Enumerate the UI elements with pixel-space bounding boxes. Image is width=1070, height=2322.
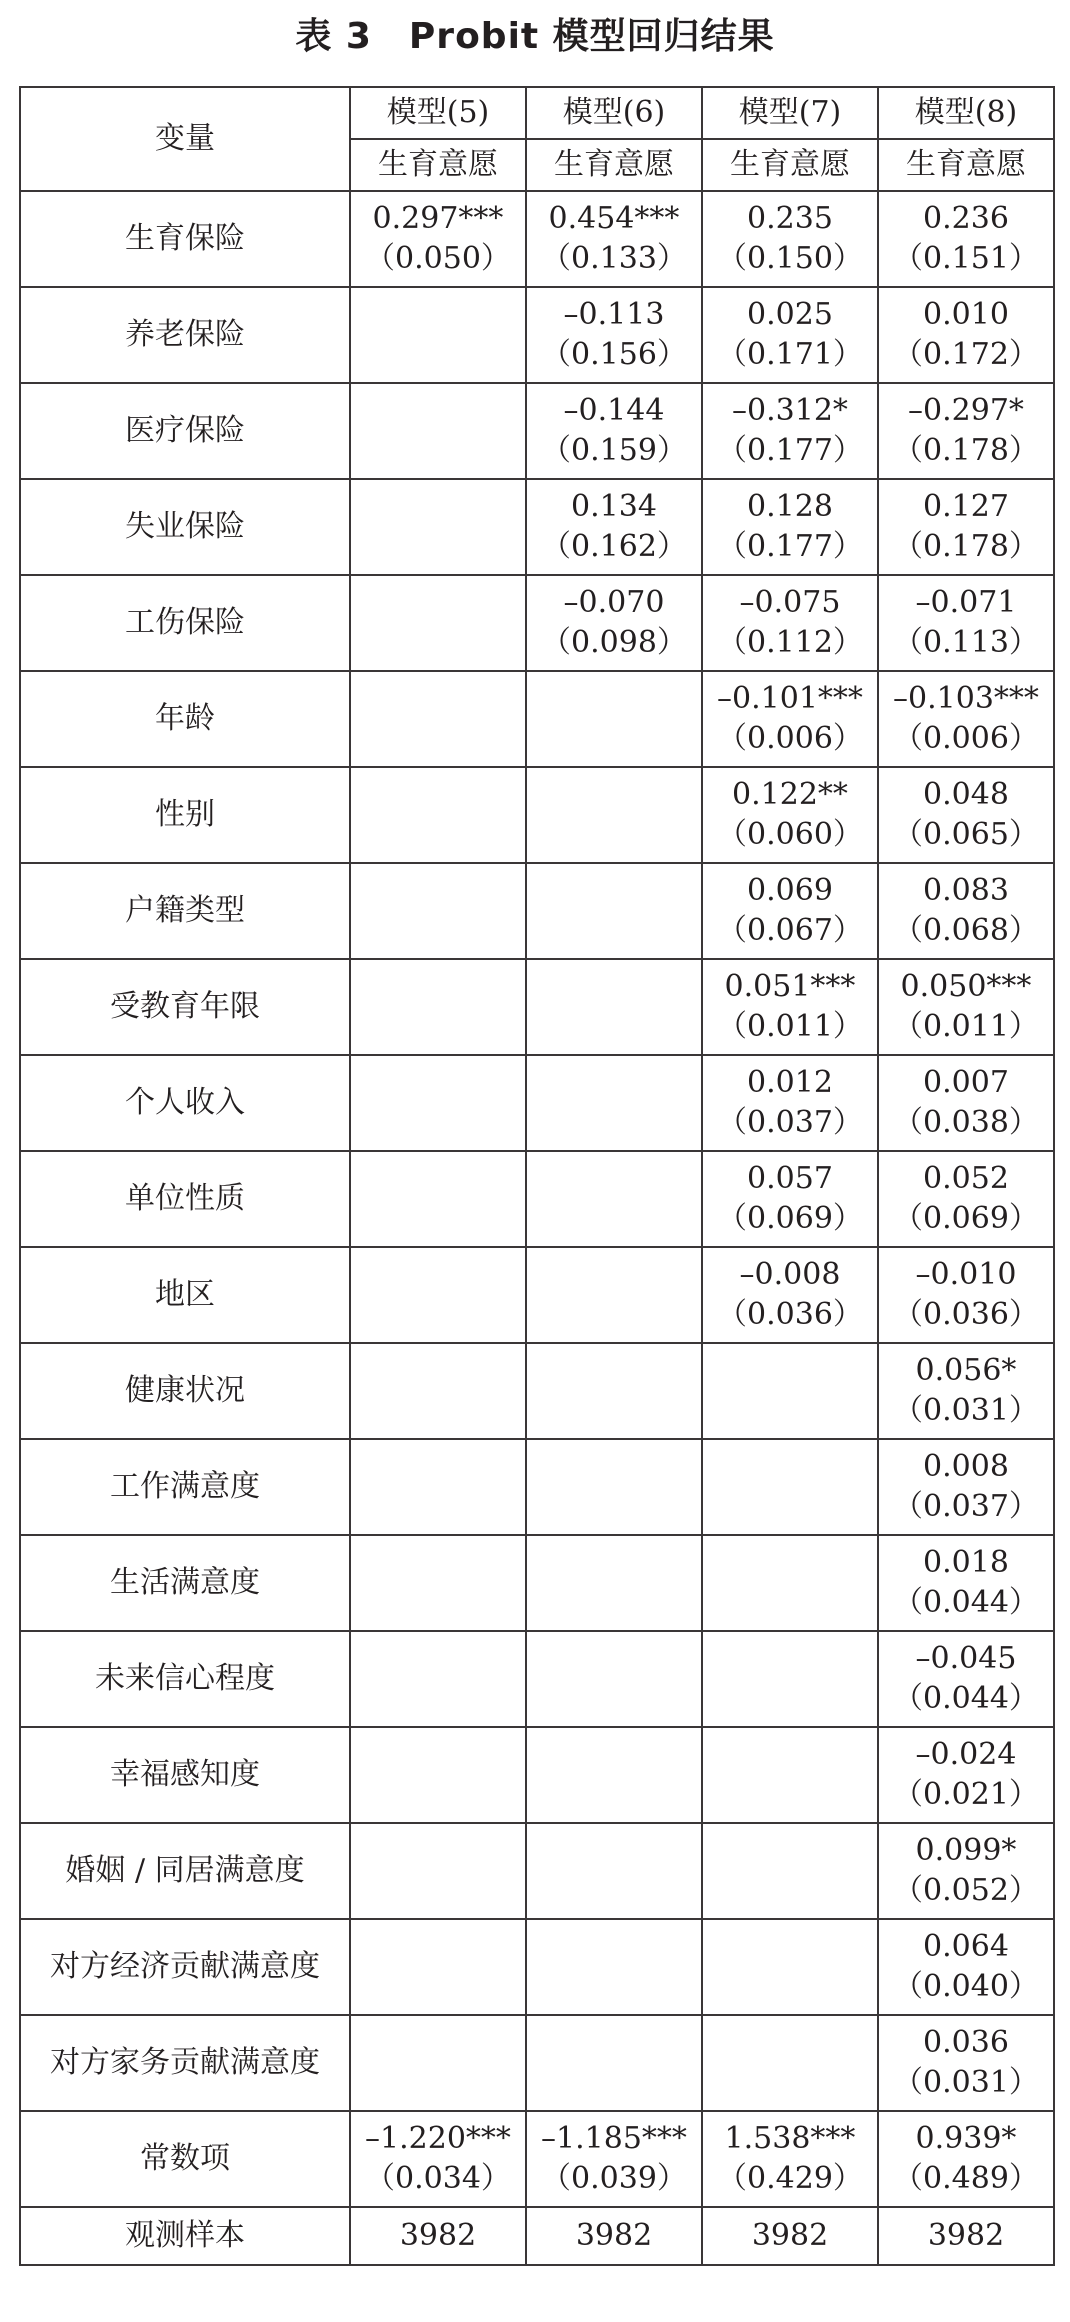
coefficient: 0.018 [923,1545,1009,1580]
coef-cell [878,1439,1054,1535]
header-dependent: 生育意愿 [878,139,1054,191]
row-label: 生育保险 [20,191,350,287]
coef-cell [702,959,878,1055]
table-row [20,575,1054,671]
table-row [20,959,1054,1055]
coef-cell [702,1919,878,2015]
coef-cell [878,2111,1054,2207]
table-row [20,1247,1054,1343]
standard-error: （0.098） [541,625,687,660]
coefficient: –0.070 [563,585,665,620]
coef-cell [350,1823,526,1919]
coef-cell [350,1535,526,1631]
coef-cell [350,383,526,479]
coef-cell [350,1919,526,2015]
coefficient: 0.122** [732,777,848,812]
standard-error: （0.150） [717,241,863,276]
header-row-models [20,87,1054,139]
row-label: 单位性质 [20,1151,350,1247]
coef-cell [526,863,702,959]
row-label: 性别 [20,767,350,863]
coef-cell [878,1727,1054,1823]
coef-cell [526,671,702,767]
coefficient: 0.939* [915,2121,1017,2156]
standard-error: （0.052） [893,1873,1039,1908]
coef-cell [702,863,878,959]
standard-error: （0.172） [893,337,1039,372]
table-row [20,2111,1054,2207]
row-label: 工作满意度 [20,1439,350,1535]
table-row [20,671,1054,767]
coefficient: 1.538*** [724,2121,856,2156]
table-title: 表 3 Probit 模型回归结果 [295,16,775,57]
coef-cell [702,479,878,575]
table-row [20,1631,1054,1727]
coef-cell [702,575,878,671]
coef-cell [878,575,1054,671]
standard-error: （0.112） [717,625,863,660]
coefficient: 0.048 [923,777,1009,812]
coefficient: –0.024 [915,1737,1017,1772]
coef-cell [350,767,526,863]
coefficient: 0.128 [747,489,833,524]
coef-cell [878,287,1054,383]
table-row [20,383,1054,479]
table-row [20,1727,1054,1823]
coef-cell [526,959,702,1055]
row-label: 生活满意度 [20,1535,350,1631]
coef-cell [702,1151,878,1247]
header-dependent: 生育意愿 [526,139,702,191]
coefficient: 0.099* [915,1833,1017,1868]
coef-cell [878,1919,1054,2015]
table-row [20,767,1054,863]
table-row [20,1151,1054,1247]
standard-error: （0.162） [541,529,687,564]
coefficient: –0.101*** [717,681,863,716]
coef-cell [350,671,526,767]
coef-cell [526,2015,702,2111]
header-model: 模型(5) [350,87,526,139]
coefficient: –0.312* [732,393,848,428]
coefficient: 0.134 [571,489,657,524]
coef-cell [350,863,526,959]
row-label: 幸福感知度 [20,1727,350,1823]
standard-error: （0.031） [893,2065,1039,2100]
standard-error: （0.006） [893,721,1039,756]
table-row [20,1823,1054,1919]
row-label: 医疗保险 [20,383,350,479]
coef-cell [350,1631,526,1727]
coefficient: 0.454*** [548,201,680,236]
coef-cell [878,671,1054,767]
table-row [20,1343,1054,1439]
coef-cell [702,1247,878,1343]
coef-cell [526,1727,702,1823]
standard-error: （0.036） [717,1297,863,1332]
coef-cell [878,191,1054,287]
coef-cell [702,1439,878,1535]
header-model: 模型(8) [878,87,1054,139]
coefficient: 0.008 [923,1449,1009,1484]
row-label: 受教育年限 [20,959,350,1055]
observation-count: 3982 [350,2207,526,2265]
coef-cell [350,1151,526,1247]
standard-error: （0.065） [893,817,1039,852]
row-label: 对方家务贡献满意度 [20,2015,350,2111]
coef-cell [526,383,702,479]
standard-error: （0.069） [893,1201,1039,1236]
table-row [20,479,1054,575]
coef-cell [702,1343,878,1439]
coef-cell [702,671,878,767]
header-model: 模型(6) [526,87,702,139]
coefficient: 0.297*** [372,201,504,236]
standard-error: （0.044） [893,1585,1039,1620]
standard-error: （0.040） [893,1969,1039,2004]
table-body [20,87,1054,2265]
standard-error: （0.037） [893,1489,1039,1524]
standard-error: （0.036） [893,1297,1039,1332]
coef-cell [702,767,878,863]
row-label: 未来信心程度 [20,1631,350,1727]
coef-cell [350,1727,526,1823]
row-label: 婚姻 / 同居满意度 [20,1823,350,1919]
table-row [20,1439,1054,1535]
coef-cell [702,1823,878,1919]
coef-cell [526,575,702,671]
coef-cell [878,959,1054,1055]
coef-cell [878,767,1054,863]
table-row [20,863,1054,959]
coefficient: –0.103*** [893,681,1039,716]
coef-cell [878,1823,1054,1919]
standard-error: （0.171） [717,337,863,372]
standard-error: （0.011） [893,1009,1039,1044]
coefficient: –0.008 [739,1257,841,1292]
coef-cell [702,191,878,287]
coef-cell [878,1055,1054,1151]
observation-count: 3982 [878,2207,1054,2265]
row-label: 个人收入 [20,1055,350,1151]
coef-cell [350,2111,526,2207]
header-dependent: 生育意愿 [702,139,878,191]
coefficient: 0.052 [923,1161,1009,1196]
coef-cell [878,1631,1054,1727]
coefficient: 0.127 [923,489,1009,524]
header-dependent: 生育意愿 [350,139,526,191]
coef-cell [526,1247,702,1343]
coefficient: 0.069 [747,873,833,908]
regression-table [19,86,1055,2266]
coefficient: 0.064 [923,1929,1009,1964]
coefficient: –0.071 [915,585,1017,620]
row-label: 户籍类型 [20,863,350,959]
table-row [20,2015,1054,2111]
coef-cell [526,1439,702,1535]
standard-error: （0.177） [717,433,863,468]
standard-error: （0.489） [893,2161,1039,2196]
coef-cell [878,1343,1054,1439]
coef-cell [878,383,1054,479]
standard-error: （0.044） [893,1681,1039,1716]
coefficient: 0.051*** [724,969,856,1004]
coef-cell [526,1919,702,2015]
coef-cell [878,1151,1054,1247]
coef-cell [702,1727,878,1823]
coef-cell [526,767,702,863]
table-row [20,287,1054,383]
coef-cell [350,191,526,287]
standard-error: （0.037） [717,1105,863,1140]
coef-cell [702,2015,878,2111]
row-label: 年龄 [20,671,350,767]
coef-cell [878,863,1054,959]
standard-error: （0.178） [893,529,1039,564]
standard-error: （0.159） [541,433,687,468]
coefficient: 0.057 [747,1161,833,1196]
row-label: 工伤保险 [20,575,350,671]
standard-error: （0.021） [893,1777,1039,1812]
coefficient: –0.045 [915,1641,1017,1676]
row-label: 观测样本 [20,2207,350,2265]
coef-cell [526,1151,702,1247]
standard-error: （0.177） [717,529,863,564]
header-variable: 变量 [20,87,350,191]
standard-error: （0.429） [717,2161,863,2196]
coefficient: 0.010 [923,297,1009,332]
coef-cell [350,1343,526,1439]
coef-cell [702,287,878,383]
coefficient: –0.297* [908,393,1024,428]
coefficient: –1.185*** [541,2121,687,2156]
row-label: 常数项 [20,2111,350,2207]
coefficient: 0.036 [923,2025,1009,2060]
coef-cell [350,1439,526,1535]
row-label: 失业保险 [20,479,350,575]
standard-error: （0.156） [541,337,687,372]
standard-error: （0.031） [893,1393,1039,1428]
standard-error: （0.151） [893,241,1039,276]
coefficient: –0.144 [563,393,665,428]
standard-error: （0.069） [717,1201,863,1236]
coefficient: –0.075 [739,585,841,620]
coef-cell [350,1055,526,1151]
standard-error: （0.050） [365,241,511,276]
coef-cell [702,2111,878,2207]
standard-error: （0.011） [717,1009,863,1044]
coef-cell [350,959,526,1055]
row-label: 健康状况 [20,1343,350,1439]
coef-cell [878,479,1054,575]
standard-error: （0.006） [717,721,863,756]
coef-cell [350,479,526,575]
table-row [20,191,1054,287]
coef-cell [702,1055,878,1151]
coef-cell [878,1535,1054,1631]
table-row [20,1535,1054,1631]
coef-cell [702,1535,878,1631]
standard-error: （0.039） [541,2161,687,2196]
coefficient: 0.083 [923,873,1009,908]
coef-cell [526,1055,702,1151]
coefficient: 0.050*** [900,969,1032,1004]
coef-cell [526,1631,702,1727]
coef-cell [526,191,702,287]
coefficient: –1.220*** [365,2121,511,2156]
coef-cell [526,1535,702,1631]
coef-cell [526,1823,702,1919]
row-label: 养老保险 [20,287,350,383]
observations-row [20,2207,1054,2265]
table-row [20,1919,1054,2015]
coef-cell [350,2015,526,2111]
coefficient: 0.025 [747,297,833,332]
row-label: 对方经济贡献满意度 [20,1919,350,2015]
coefficient: 0.056* [915,1353,1017,1388]
coefficient: –0.010 [915,1257,1017,1292]
standard-error: （0.034） [365,2161,511,2196]
header-model: 模型(7) [702,87,878,139]
standard-error: （0.133） [541,241,687,276]
coef-cell [350,575,526,671]
coefficient: 0.235 [747,201,833,236]
standard-error: （0.060） [717,817,863,852]
coef-cell [702,383,878,479]
coef-cell [878,1247,1054,1343]
coefficient: 0.007 [923,1065,1009,1100]
standard-error: （0.068） [893,913,1039,948]
standard-error: （0.038） [893,1105,1039,1140]
table-row [20,1055,1054,1151]
coef-cell [526,479,702,575]
standard-error: （0.067） [717,913,863,948]
coef-cell [350,287,526,383]
coef-cell [526,1343,702,1439]
coef-cell [702,1631,878,1727]
coef-cell [878,2015,1054,2111]
coefficient: 0.236 [923,201,1009,236]
coef-cell [526,2111,702,2207]
coef-cell [350,1247,526,1343]
standard-error: （0.178） [893,433,1039,468]
row-label: 地区 [20,1247,350,1343]
observation-count: 3982 [526,2207,702,2265]
standard-error: （0.113） [893,625,1039,660]
coef-cell [526,287,702,383]
observation-count: 3982 [702,2207,878,2265]
coefficient: –0.113 [563,297,665,332]
coefficient: 0.012 [747,1065,833,1100]
